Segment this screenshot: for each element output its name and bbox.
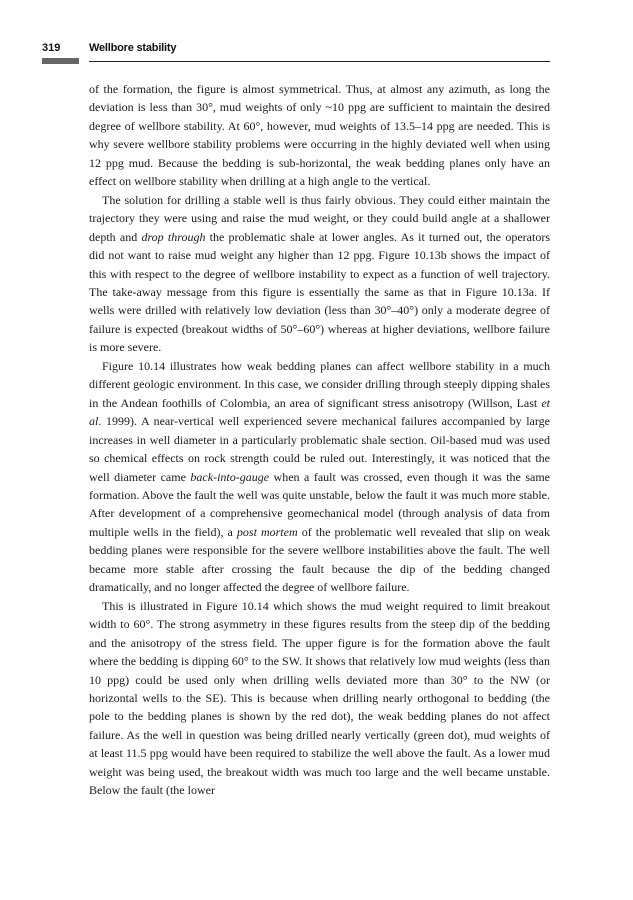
paragraph-2-text-c: the problematic shale at lower angles. As it turned out, the operators did not want to raise mud weight any higher than 12 ppg. Figure 10.13b shows the impact of this with respect to the degree of wellbore instability to expect as a function of well trajectory. The take-away message from this figure is essentially the same as that in Figure 10.13a. If wells were drilled with relatively low deviation (less than 30°–40°) only a moderate degree of failure is expected (breakout widths of 50°–60°) whereas at higher deviations, wellbore failure is more severe. bbox=[89, 229, 550, 355]
paragraph-3-italic-post-mortem: post mortem bbox=[236, 524, 298, 539]
paragraph-3-italic-et-al: et al bbox=[89, 395, 550, 429]
page-header bbox=[42, 42, 550, 64]
paragraph-3-italic-back-into-gauge: back-into-gauge bbox=[190, 469, 270, 484]
paragraph-3 bbox=[89, 357, 550, 597]
body-text bbox=[89, 80, 550, 800]
paragraph-1-text: of the formation, the figure is almost symmetrical. Thus, at almost any azimuth, as long the deviation is less than 30°, mud weights of only ~10 ppg are sufficient to maintain the desired degree of wellbore stability. At 60°, however, mud weights of 13.5–14 ppg are needed. This is why severe wellbore stability problems were occurring in the highly deviated well when using 12 ppg mud. Because the bedding is sub-horizontal, the weak bedding planes only have an effect on wellbore stability when drilling at a high angle to the vertical. bbox=[89, 82, 550, 189]
paragraph-3-text-g: of the problematic well revealed that slip on weak bedding planes were responsible for the severe wellbore instabilities above the fault. The well became more stable after crossing the fault because the dip of the bedding changed dramatically, and no longer affected the degree of wellbore failure. bbox=[89, 524, 550, 595]
paragraph-2-text-a: The solution for drilling a stable well is thus fairly obvious. They could either maintain the trajectory they were using and raise the mud weight, or they could build angle at a shallower depth and bbox=[89, 192, 550, 244]
paragraph-2-italic-drop-through: drop through bbox=[141, 229, 206, 244]
paragraph-3-text-e: when a fault was crossed, even though it was the same formation. Above the fault the well was quite unstable, below the fault it was much more stable. After development of a comprehensive geomechanical model (through analysis of data from multiple wells in the field), a bbox=[89, 469, 551, 539]
running-title: Wellbore stability bbox=[89, 42, 177, 54]
paragraph-2 bbox=[89, 191, 550, 357]
paragraph-4 bbox=[89, 597, 550, 800]
header-accent-bar bbox=[42, 58, 79, 64]
page-number: 319 bbox=[42, 42, 61, 54]
paragraph-3-text-a: Figure 10.14 illustrates how weak bedding planes can affect wellbore stability in a much different geologic environment. In this case, we consider drilling through steeply dipping shales in the Andean foothills of Colombia, an area of significant stress anisotropy (Willson, Last bbox=[89, 358, 550, 410]
header-rule bbox=[89, 61, 550, 62]
paragraph-4-text: This is illustrated in Figure 10.14 which shows the mud weight required to limit breakout width to 60°. The strong asymmetry in these figures results from the steep dip of the bedding and the anisotropy of the stress field. The upper figure is for the formation above the fault where the bedding is dipping 60° to the SW. It shows that relatively low mud weights (less than 10 ppg) could be used only when drilling wells deviated more than 30° to the NW (or horizontal wells to the SE). This is because when drilling nearly orthogonal to bedding (the pole to the bedding planes is shown by the red dot), the weak bedding planes do not affect failure. As the well in question was being drilled nearly vertically (green dot), mud weights of at least 11.5 ppg would have been required to stabilize the well above the fault. As a lower mud weight was being used, the breakout width was much too large and the well became unstable. Below the fault (the lower bbox=[89, 598, 550, 798]
paragraph-3-text-c: . 1999). A near-vertical well experienced severe mechanical failures accompanied by large increases in well diameter in a particularly problematic shale section. Oil-based mud was used so chemical effects on rock strength could be ruled out. Interestingly, it was noticed that the well diameter came bbox=[89, 414, 550, 484]
paragraph-1 bbox=[89, 80, 550, 191]
